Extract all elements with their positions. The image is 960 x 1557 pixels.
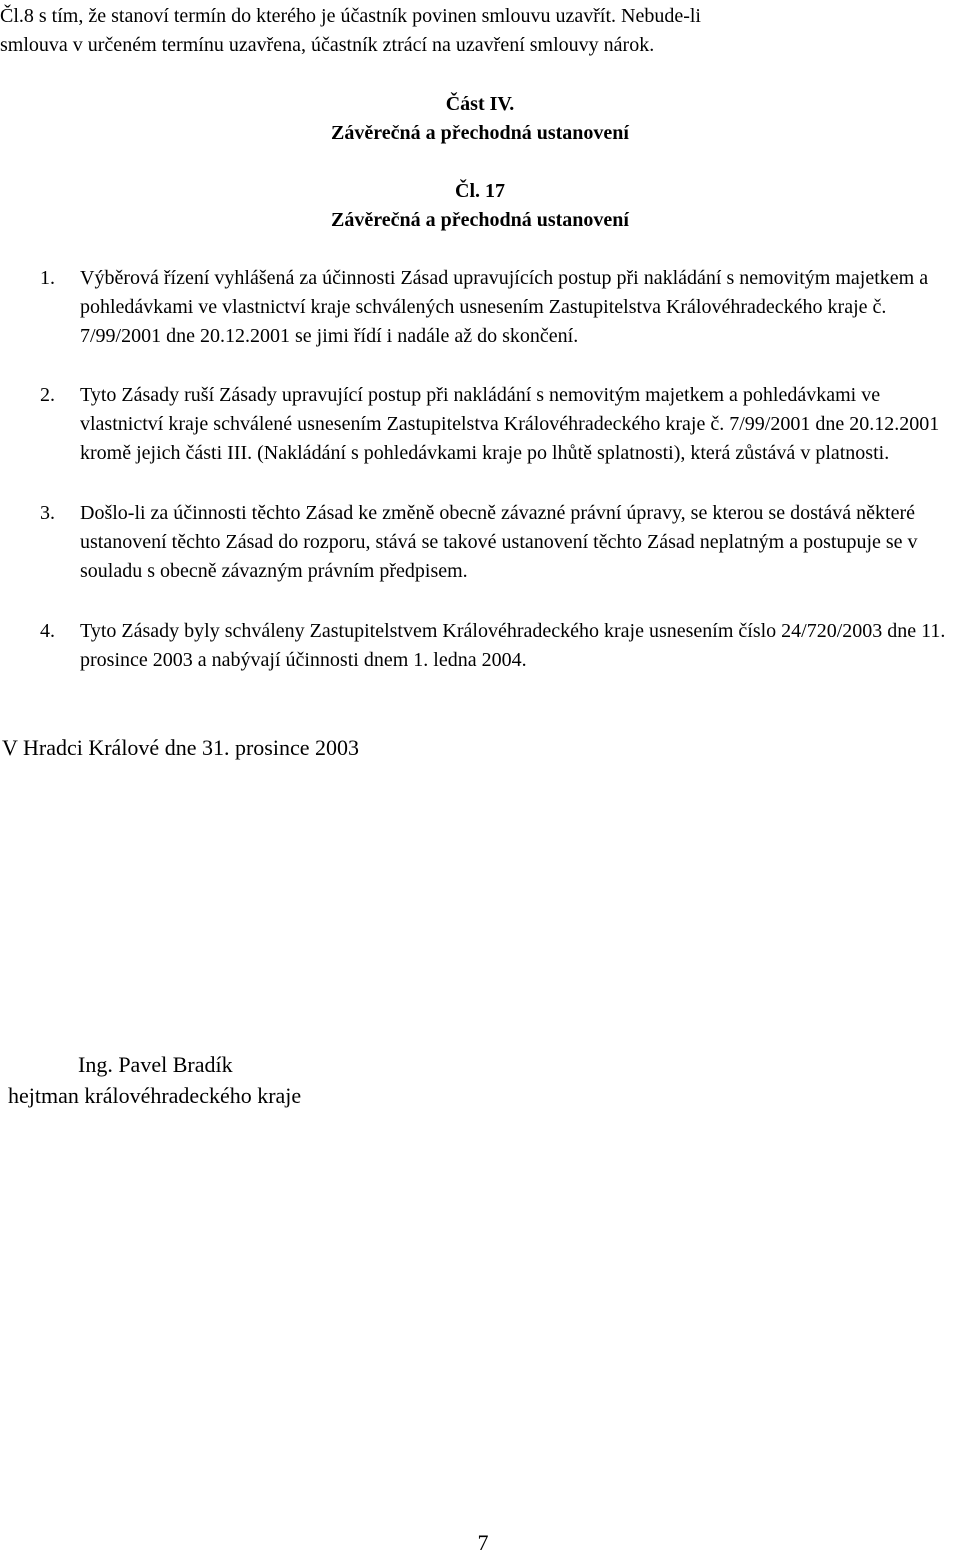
article-subtitle: Závěrečná a přechodná ustanovení [331, 209, 629, 231]
list-item-text: Došlo-li za účinnosti těchto Zásad ke změně obecně závazné právní úpravy, se kterou se dostává některé ustanovení těchto Zásad do rozporu, stává se takové ustanovení těchto Zásad neplatným a postupuje se v souladu s obecně závazným právním předpisem. [80, 502, 918, 582]
list-item-number: 1. [40, 267, 55, 289]
list-item-text: Výběrová řízení vyhlášená za účinnosti Zásad upravujících postup při nakládání s nemovitým majetkem a pohledávkami ve vlastnictví kraje schválených usnesením Zastupitelstva Královéhradeckého kraje č. 7/99/2001 dne 20.12.2001 se jimi řídí i nadále až do skončení. [80, 267, 929, 347]
part-title: Část IV. [445, 93, 515, 115]
signature-role: hejtman královéhradeckého kraje [8, 1083, 302, 1108]
list-item-text: Tyto Zásady byly schváleny Zastupitelstvem Královéhradeckého kraje usnesením číslo 24/720/2003 dne 11. prosince 2003 a nabývají účinnosti dnem 1. ledna 2004. [80, 620, 946, 671]
list-item-number: 3. [40, 502, 55, 524]
list-item-number: 2. [40, 384, 55, 406]
signature-name: Ing. Pavel Bradík [78, 1052, 233, 1077]
page-number: 7 [477, 1530, 489, 1555]
list-item-2 [40, 381, 956, 468]
list-item-number: 4. [40, 620, 55, 642]
intro-line-2: smlouva v určeném termínu uzavřena, účastník ztrácí na uzavření smlouvy nárok. [0, 34, 655, 56]
article-title: Čl. 17 [455, 180, 505, 202]
part-subtitle: Závěrečná a přechodná ustanovení [331, 122, 629, 144]
list-item-4 [40, 617, 956, 675]
list-item-3 [40, 499, 956, 586]
place-and-date: V Hradci Králové dne 31. prosince 2003 [2, 735, 359, 760]
intro-line-1: Čl.8 s tím, že stanoví termín do kterého je účastník povinen smlouvu uzavřít. Nebude-li [0, 5, 701, 27]
list-item-text: Tyto Zásady ruší Zásady upravující postup při nakládání s nemovitým majetkem a pohledávkami ve vlastnictví kraje schválené usnesením Zastupitelstva Královéhradeckého kraje č. 7/99/2001 dne 20.12.2001 kromě jejich části III. (Nakládání s pohledávkami kraje po lhůtě splatnosti), která zůstává v platnosti. [80, 384, 940, 464]
list-item-1 [40, 264, 956, 351]
